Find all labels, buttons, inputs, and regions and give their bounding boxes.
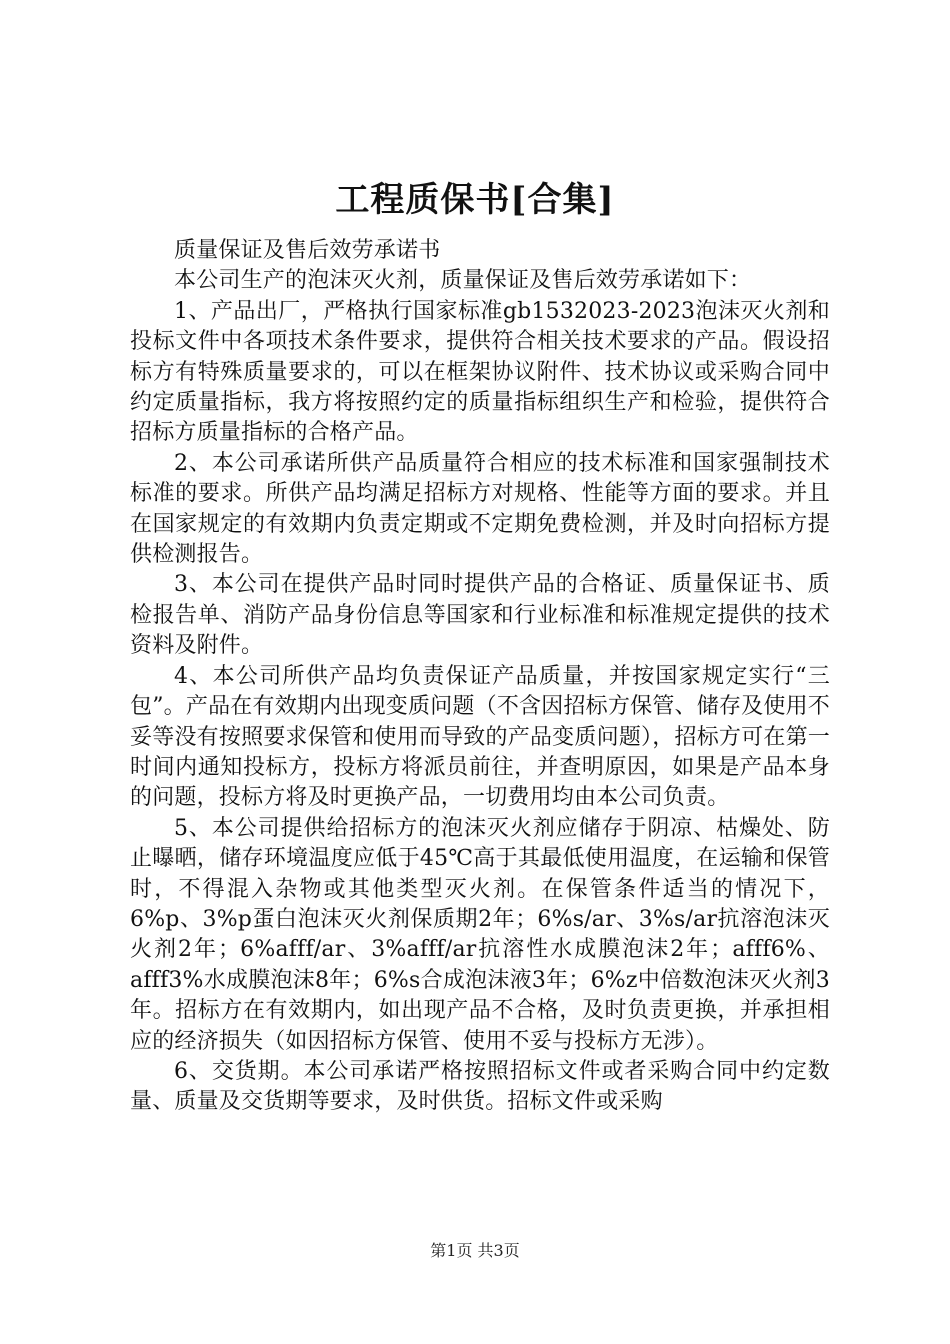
paragraph-item-6: 6、交货期。本公司承诺严格按照招标文件或者采购合同中约定数量、质量及交货期等要求，及时供货。招标文件或采购 [130,1058,830,1115]
paragraph-item-2: 2、本公司承诺所供产品质量符合相应的技术标准和国家强制技术标准的要求。所供产品均满足招标方对规格、性能等方面的要求。并且在国家规定的有效期内负责定期或不定期免费检测，并及时向招标方提供检测报告。 [130,450,830,568]
paragraph-item-3: 3、本公司在提供产品时同时提供产品的合格证、质量保证书、质检报告单、消防产品身份信息等国家和行业标准和标准规定提供的技术资料及附件。 [130,572,830,659]
paragraph-item-1: 1、产品出厂，严格执行国家标准gb1532023-2023泡沫灭火剂和投标文件中各项技术条件要求，提供符合相关技术要求的产品。假设招标方有特殊质量要求的，可以在框架协议附件、技术协议或采购合同中约定质量指标，我方将按照约定的质量指标组织生产和检验，提供符合招标方质量指标的合格产品。 [130,298,830,446]
paragraph-item-5: 5、本公司提供给招标方的泡沫灭火剂应储存于阴凉、枯燥处、防止曝晒，储存环境温度应低于45℃高于其最低使用温度，在运输和保管时，不得混入杂物或其他类型灭火剂。在保管条件适当的情况下，6%p、3%p蛋白泡沫灭火剂保质期2年；6%s/ar、3%s/ar抗溶泡沫灭火剂2年；6%afff/ar、3%afff/ar抗溶性水成膜泡沫2年；afff6%、afff3%水成膜泡沫8年；6%s合成泡沫液3年；6%z中倍数泡沫灭火剂3年。招标方在有效期内，如出现产品不合格，及时负责更换，并承担相应的经济损失（如因招标方保管、使用不妥与投标方无涉）。 [130,815,830,1054]
paragraph-item-4: 4、本公司所供产品均负责保证产品质量，并按国家规定实行“三包”。产品在有效期内出现变质问题（不含因招标方保管、储存及使用不妥等没有按照要求保管和使用而导致的产品变质问题），招标方可在第一时间内通知投标方，投标方将派员前往，并查明原因，如果是产品本身的问题，投标方将及时更换产品，一切费用均由本公司负责。 [130,663,830,811]
document-title: 工程质保书[合集] [335,180,615,220]
paragraph-heading: 质量保证及售后效劳承诺书 [174,238,441,263]
paragraph-intro: 本公司生产的泡沫灭火剂，质量保证及售后效劳承诺如下： [174,268,752,294]
document-body [130,236,830,1118]
page-footer: 第1页 共3页 [430,1241,520,1260]
